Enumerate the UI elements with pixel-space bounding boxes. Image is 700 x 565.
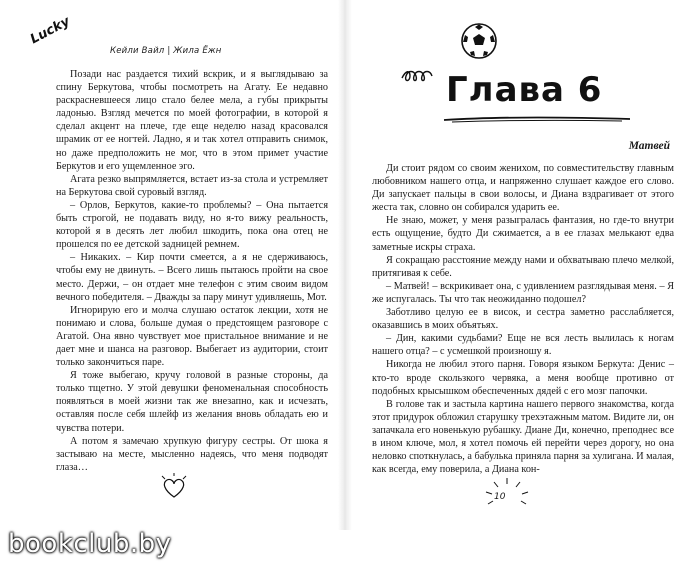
running-head: Кейли Вайл | Жила Ёжн xyxy=(110,46,222,56)
soccer-ball-icon xyxy=(460,22,498,60)
pov-character-name: Матвей xyxy=(628,140,670,152)
corner-logo: Lucky xyxy=(28,14,73,48)
paragraph: – Никаких. – Кир почти смеется, а я не сдерживаюсь, чтобы ему не двинуть. – Всего лишь пытаюсь пройти на свое место. Держи, – он отдает мне телефон с этим своим видом вечного победителя. – Дважды за пару минут удивляешь, Мот. xyxy=(56,252,328,303)
left-body-text xyxy=(56,68,328,474)
paragraph: Я сокращаю расстояние между нами и обхватываю плечо мелкой, притягивая к себе. xyxy=(372,254,674,279)
paragraph: Никогда не любил этого парня. Говоря языком Беркута: Денис – кто-то вроде скользкого червяка, а меня вообще противно от подобных крысышком обеспеченных дядей с его мозг папочки. xyxy=(372,359,674,397)
site-watermark: bookclub.by xyxy=(8,529,172,559)
right-page xyxy=(356,8,682,518)
paragraph: Не знаю, может, у меня разыгралась фантазия, но где-то внутри есть ощущение, будто Ди сжимается, а в ее глазах мелькают едва заметные искры страха. xyxy=(372,215,674,253)
paragraph: Ди стоит рядом со своим женихом, по совместительству главным любовником нашего отца, и напряженно слушает каждое его слово. Ди запускает пальцы в свои волосы, и Диана вздрагивает от этого жеста так, словно он собирался ударить ее. xyxy=(372,163,674,214)
paragraph: Позади нас раздается тихий вскрик, и я выглядываю за спину Беркутова, чтобы посмотреть на Агату. Ее недавно раскрасневшееся лицо стало белее мела, а губы прикрыты ладонью. Взгляд мечется по моей фотографии, в которой я сделал акцент на плече, где еще неделю назад красовался шрамик от ее ногтей. Ладно, я и так хотел отправить снимок, но даже предположить не мог, что в этом примет участие Беркутов и его ущемленное эго. xyxy=(56,69,328,172)
paragraph: – Матвей! – вскрикивает она, с удивлением разглядывая меня. – Я же испугалась. Ты что так неожиданно подошел? xyxy=(372,280,674,305)
page-gutter xyxy=(338,0,352,530)
paragraph: В голове так и застыла картина нашего первого знакомства, когда этот придурок обложил старушку трехэтажным матом. Видите ли, он запачкала его новенькую рубашку. Диане Ди, конечно, преподнес все в ином ключе, мол, я хотел помочь ей перейти через дорогу, но она неловко споткнулась, а бабулька приняла парня за хулигана. И малая, как всегда, ему поверила, а Диана кон- xyxy=(372,398,674,476)
paragraph: Игнорирую его и молча слушаю остаток лекции, хотя не понимаю и слова, больше думая о предстоящем разговоре с Агатой. Она явно чувствует мое пристальное внимание и не дает мне и шанса на разговор. Выбегает из аудитории, стоит только закончиться паре. xyxy=(56,304,328,369)
right-body-text xyxy=(372,162,674,476)
paragraph: Заботливо целую ее в висок, и сестра заметно расслабляется, оказавшись в моих объятьях. xyxy=(372,307,674,332)
heart-doodle-icon xyxy=(158,472,190,502)
left-page xyxy=(18,8,336,518)
paragraph: – Орлов, Беркутов, какие-то проблемы? – Она пытается быть строгой, не подавать виду, но я-то вижу реальность, которой я в десять лет любил шкодить, пока она отец не прошелся по ее детской задницей ремнем. xyxy=(56,199,328,251)
chapter-title: Глава 6 xyxy=(446,70,603,110)
paragraph: – Дин, какими судьбами? Еще не вся лесть вылилась к ногам нашего отца? – с усмешкой произношу я. xyxy=(372,333,674,358)
paragraph: Я тоже выбегаю, кручу головой в разные стороны, да только тщетно. У этой девушки феноменальная способность появляться в моей жизни так же внезапно, как и исчезать, оставляя после себя шлейф из желания вновь обладать ею и чувства потери. xyxy=(56,370,328,434)
sunburst-doodle-icon xyxy=(480,476,534,510)
page-number: 10 xyxy=(494,492,506,502)
title-underline xyxy=(442,114,632,124)
paragraph: А потом я замечаю хрупкую фигуру сестры. От шока я застываю на месте, мысленно надеясь, что меня подводят глаза… xyxy=(56,435,328,473)
paragraph: Агата резко выпрямляется, встает из-за стола и устремляет на Беркутова свой суровый взгляд. xyxy=(56,173,328,198)
